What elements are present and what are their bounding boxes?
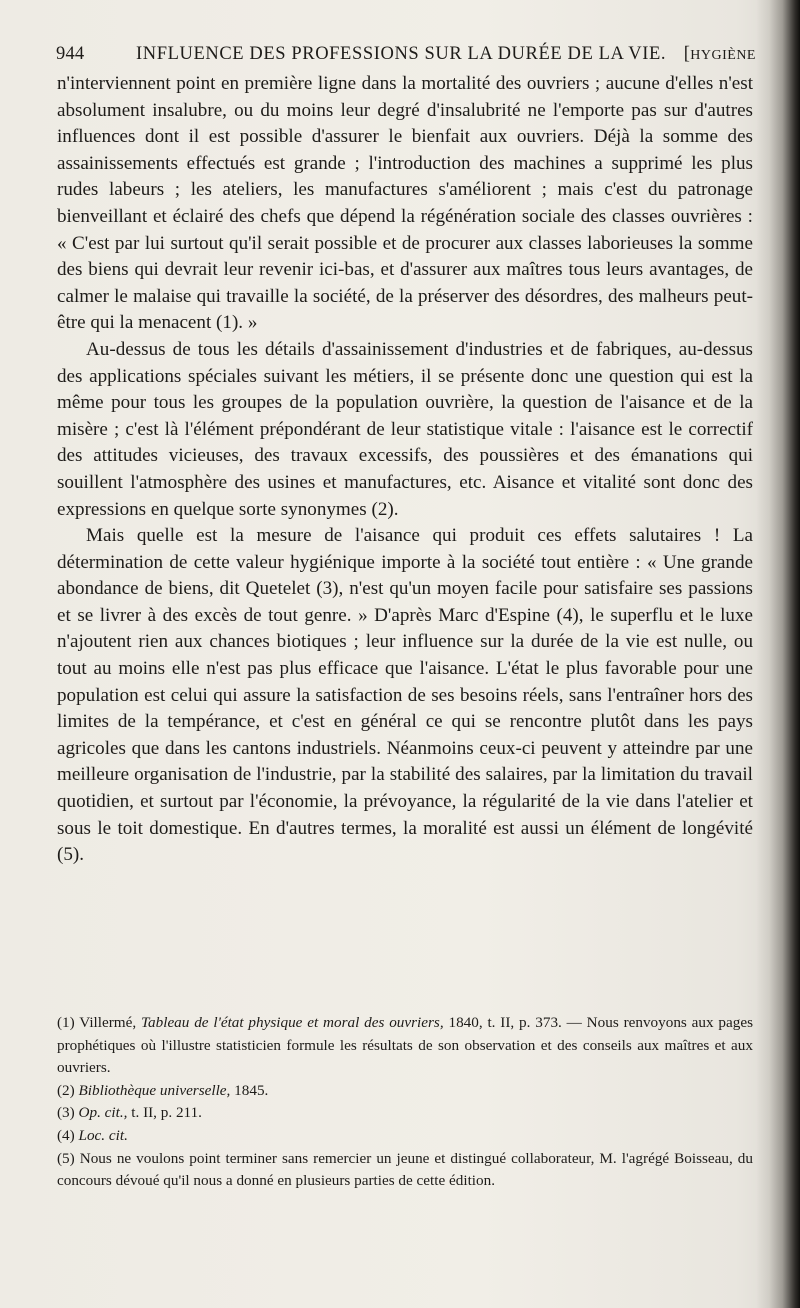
section-label (684, 44, 756, 65)
main-text (57, 71, 753, 869)
footnote-2-mark: (2) (57, 1081, 75, 1099)
footnote-3 (57, 1102, 753, 1125)
section-bracket: [ (683, 44, 691, 64)
running-title: INFLUENCE DES PROFESSIONS SUR LA DURÉE DE LA VIE. (136, 44, 667, 64)
footnote-5-rest: Nous ne voulons point terminer sans remercier un jeune et distingué collaborateur, M. l'agrégé Boisseau, du concours dévoué qu'il nous a donné en plusieurs parties de cette édition. (57, 1149, 753, 1190)
footnote-5 (57, 1148, 753, 1193)
footnote-3-mark: (3) (57, 1104, 75, 1122)
footnote-1-mark: (1) (57, 1014, 75, 1031)
footnote-1 (57, 1012, 753, 1080)
footnote-4-mark: (4) (57, 1126, 75, 1144)
page-binding-shadow (756, 0, 800, 1308)
footnote-4 (57, 1125, 753, 1148)
footnote-2-rest: 1845. (234, 1081, 269, 1099)
page-number: 944 (56, 44, 85, 64)
footnote-2 (57, 1080, 753, 1103)
section-name: HYGIÈNE (690, 48, 756, 63)
footnote-1-rest: 1840, t. II, p. 373. — Nous renvoyons aux pages prophétiques où l'illustre statisticien formule les résultats de son observation et des conseils aux maîtres et aux ouvriers. (57, 1014, 754, 1077)
paragraph-2: Au-dessus de tous les détails d'assainissement d'industries et de fabriques, au-dessus des applications spéciales suivant les métiers, il se présente donc une question qui est la même pour tous les groupes de la population ouvrière, la question de l'aisance et de la misère ; c'est là l'élément prépondérant de leur statistique vitale : l'aisance est le correctif des attitudes vicieuses, des travaux excessifs, des poussières et des émanations qui souillent l'atmosphère des usines et manufactures, etc. Aisance et vitalité sont donc des expressions en quelque sorte synonymes (2). (57, 338, 753, 520)
paragraph-3: Mais quelle est la mesure de l'aisance qui produit ces effets salutaires ! La détermination de cette valeur hygiénique importe à la société tout entière : « Une grande abondance de biens, dit Quetelet (3), n'est qu'un moyen facile pour satisfaire ses passions et se livrer à des excès de tout genre. » D'après Marc d'Espine (4), le superflu et le luxe n'ajoutent rien aux chances biotiques ; leur influence sur la durée de la vie est nulle, ou tout au moins elle n'est pas plus efficace que l'aisance. L'état le plus favorable pour une population est celui qui assure la satisfaction de ses besoins réels, sans l'entraîner hors des limites de la tempérance, et c'est en général ce qui se rencontre plutôt dans les pays agricoles que dans les cantons industriels. Néanmoins ceux-ci peuvent y atteindre par une meilleure organisation de l'industrie, par la stabilité des salaires, par la limitation du travail quotidien, et surtout par l'économie, la prévoyance, la régularité de la vie dans l'atelier et sous le toit domestique. En d'autres termes, la moralité est aussi un élément de longévité (5). (57, 525, 753, 866)
paragraph-1: n'interviennent point en première ligne dans la mortalité des ouvriers ; aucune d'elles n'est absolument insalubre, ou du moins leur degré d'insalubrité ne l'emporte pas sur d'autres influences dont il est possible d'assurer le bienfait aux ouvriers. Déjà la somme des assainissements effectués est grande ; l'introduction des machines a supprimé les plus rudes labeurs ; les ateliers, les manufactures s'améliorent ; mais c'est du patronage bienveillant et éclairé des chefs que dépend la régénération sociale des classes ouvrières : « C'est par lui surtout qu'il serait possible et de procurer aux classes laborieuses la somme des biens qui devrait leur revenir ici-bas, et d'assurer aux maîtres tous leurs avantages, de calmer le malaise qui travaille la société, de la préserver des désordres, des malheurs peut-être qui la menacent (1). » (57, 73, 753, 334)
footnote-4-title: Loc. cit. (78, 1126, 128, 1144)
footnote-5-mark: (5) (57, 1149, 75, 1167)
footnote-3-title: Op. cit., (78, 1104, 128, 1122)
footnote-1-title: Tableau de l'état physique et moral des ouvriers, (140, 1014, 444, 1031)
footnote-3-rest: t. II, p. 211. (131, 1104, 202, 1122)
footnote-2-title: Bibliothèque universelle, (78, 1081, 231, 1099)
footnote-1-author: Villermé, (79, 1014, 137, 1031)
footnotes (57, 1012, 753, 1193)
